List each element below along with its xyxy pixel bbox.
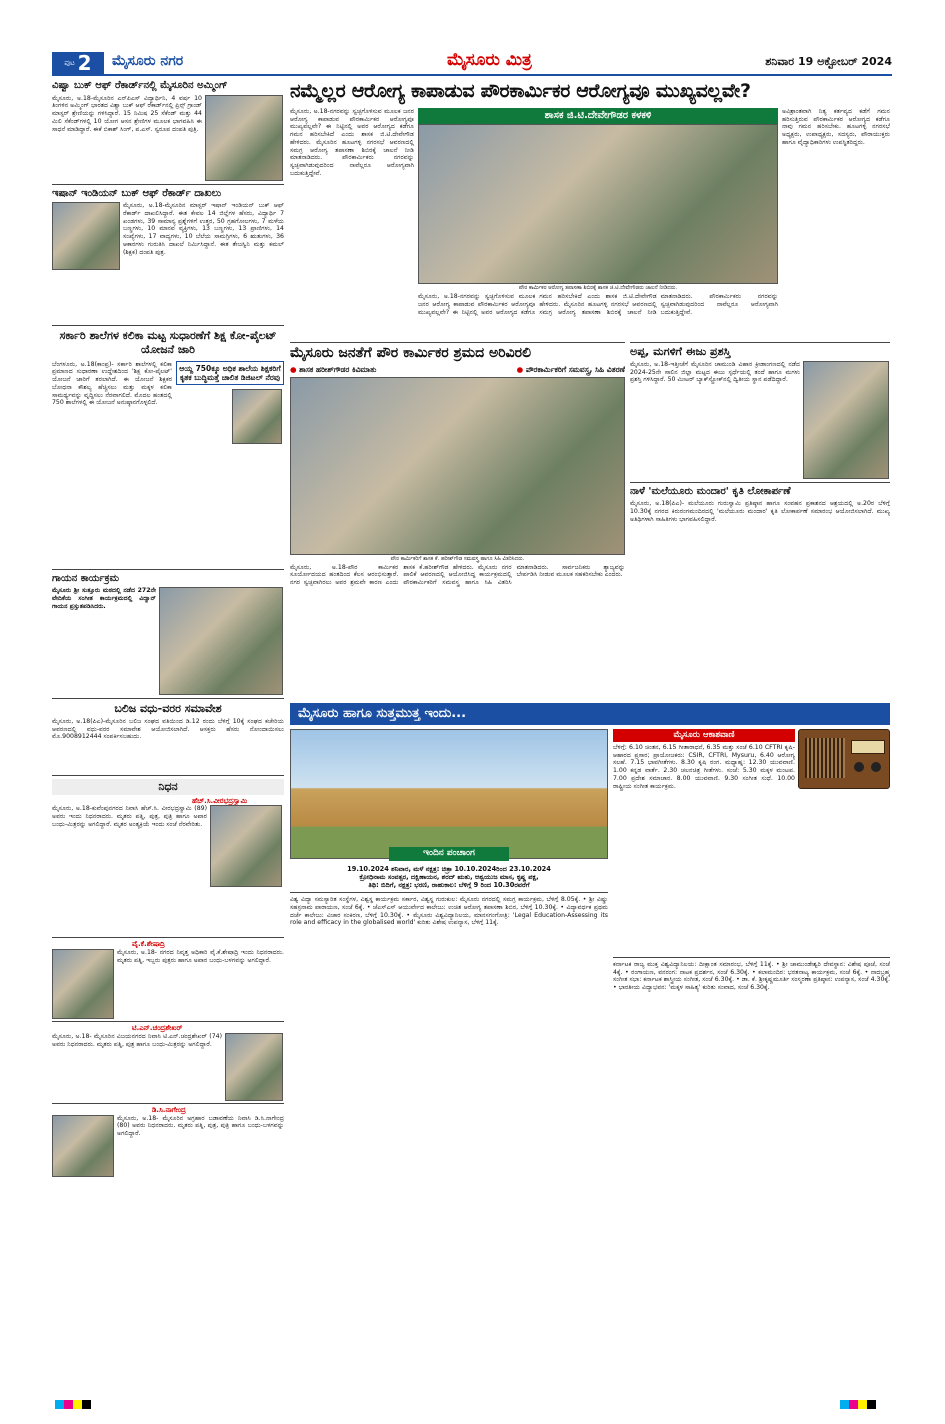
article-shiksha-copilot: ಬೆಂಗಳೂರು, ಅ.18(ಕಾಂಪ್ರ)- ಸರ್ಕಾರಿ ಶಾಲೆಗಳಲ್ಲಿ ಕಲಿಕಾ ಪ್ರಮಾಣದ ಸುಧಾರಣಾ ಉದ್ದೇಶದಿಂದ 'ಶಿಕ್ಷ ಕೋ-ಪೈಲಟ್' ಯೋಜನೆ ಜಾರಿಗೆ ತರಲಾಗಿದೆ. ಈ ಯೋಜನೆ ಶಿಕ್ಷಕರ ಬೋಧನಾ ಕೌಶಲ್ಯ ಹೆಚ್ಚಿಸಲು ಮತ್ತು ಮಕ್ಕಳ ಕಲಿಕಾ ಸಾಮರ್ಥ್ಯವನ್ನು ವೃದ್ಧಿಸಲು ನೆರವಾಗಲಿದೆ. ಮೊದಲ ಹಂತದಲ್ಲಿ 750 ಶಾಲೆಗಳಲ್ಲಿ ಈ ಯೋಜನೆ ಅನುಷ್ಠಾನಗೊಳ್ಳಲಿದೆ. bbox=[52, 360, 172, 407]
second-subhead-2: ● ಪೌರಕಾರ್ಮಿಕರಿಗೆ ಸಮವಸ್ತ್ರ, ಸಿಹಿ ವಿತರಣೆ bbox=[516, 364, 625, 374]
print-color-bar-right bbox=[840, 1400, 876, 1409]
photo-swimmers bbox=[803, 361, 889, 479]
page-number-box bbox=[52, 52, 104, 74]
issue-date: ಶನಿವಾರ 19 ಅಕ್ಟೋಬರ್ 2024 bbox=[765, 55, 892, 68]
photo-obit-1 bbox=[210, 805, 282, 887]
paper-name: ಮೈಸೂರು ಮಿತ್ರ bbox=[447, 50, 532, 70]
headline-gayana: ಗಾಯನ ಕಾರ್ಯಕ್ರಮ bbox=[52, 572, 120, 584]
second-subhead-1: ● ಶಾಸಕ ಹರೀಶ್‌ಗೌಡರ ಕಿವಿಮಾತು bbox=[290, 364, 377, 374]
photo-ishan bbox=[52, 202, 120, 270]
section-title: ಮೈಸೂರು ನಗರ bbox=[112, 53, 184, 69]
radio-icon bbox=[798, 729, 890, 789]
photo-obit-2 bbox=[52, 949, 114, 1019]
photo-minister bbox=[232, 389, 282, 444]
photo-music-concert bbox=[159, 587, 283, 695]
article-balija: ಮೈಸೂರು, ಅ.18(ಪಿಎ)-ಮೈಸೂರಿನ ಬಲಿಜ ಸಂಘದ ವತಿಯಿಂದ ಡಿ.12 ರಂದು ಬೆಳಿಗ್ಗೆ 10ಕ್ಕೆ ಸಂಘದ ಕಚೇರಿಯ ಆವರಣದಲ್ಲಿ ವಧು-ವರರ ಸಮಾವೇಶ ಆಯೋಜಿಸಲಾಗಿದೆ. ಆಸಕ್ತರು ಹೆಸರು ನೋಂದಾಯಿಸಲು ಮೊ.9008912444 ಸಂಪರ್ಕಿಸಬಹುದು. bbox=[52, 717, 284, 741]
lead-caption: ಪೌರ ಕಾರ್ಮಿಕರ ಆರೋಗ್ಯ ತಪಾಸಣಾ ಶಿಬಿರಕ್ಕೆ ಶಾಸಕ ಜಿ.ಟಿ.ದೇವೇಗೌಡರು ಚಾಲನೆ ನೀಡಿದರು. bbox=[518, 285, 678, 292]
today-section bbox=[290, 703, 890, 1383]
subhead-ai-support: ಆಯ್ದ 750ಕ್ಕೂ ಅಧಿಕ ಶಾಲೆಯ ಶಿಕ್ಷಕರಿಗೆ ಕೃತಕ ಬುದ್ಧಿಮತ್ತೆ ಚಾಲಿತ ಡಿಜಿಟಲ್ ನೆರವು bbox=[176, 361, 284, 386]
page-number: 2 bbox=[77, 50, 92, 75]
article-book-release: ಮೈಸೂರು, ಅ.18(ಪಿಎ)- ಮಲೆಯೂರು ಗುರುಸ್ವಾಮಿ ಪ್ರತಿಷ್ಠಾನ ಹಾಗೂ ಸಂವಹನ ಪ್ರಕಾಶನದ ಆಶ್ರಯದಲ್ಲಿ ಅ.20ರ ಬೆಳಿಗ್ಗೆ 10.30ಕ್ಕೆ ನಗರದ ಕಿರುರಂಗಮಂದಿರದಲ್ಲಿ 'ಮಲೆಯೂರು ಮಂದಾರ' ಕೃತಿ ಲೋಕಾರ್ಪಣೆ ಸಮಾರಂಭ ಆಯೋಜಿಸಲಾಗಿದೆ. ಮುಖ್ಯ ಅತಿಥಿಗಳಾಗಿ ಸಾಹಿತಿಗಳು ಭಾಗವಹಿಸಲಿದ್ದಾರೆ. bbox=[630, 500, 890, 523]
lead-headline: ನಮ್ಮೆಲ್ಲರ ಆರೋಗ್ಯ ಕಾಪಾಡುವ ಪೌರಕಾರ್ಮಿಕರ ಆರೋಗ್ಯವೂ ಮುಖ್ಯವಲ್ಲವೇ? bbox=[290, 80, 751, 102]
photo-health-camp bbox=[418, 124, 778, 284]
photo-child-yoga bbox=[205, 95, 283, 181]
headline-ishan-record: ಇಷಾನ್ ಇಂಡಿಯನ್ ಬುಕ್ ಆಫ್ ರೆಕಾರ್ಡ್ ದಾಖಲು bbox=[52, 187, 222, 199]
headline-swimming: ಅಪ್ಪ, ಮಗಳಿಗೆ ಈಜು ಪ್ರಶಸ್ತಿ bbox=[630, 345, 731, 358]
right-stories bbox=[630, 342, 890, 700]
headline-vishwa-record: ವಿಷ್ವಾ ಬುಕ್ ಆಫ್ ರೆಕಾರ್ಡ್‌ನಲ್ಲಿ ಮೈಸೂರಿನ ಅಮ್ಮಿಂಗ್ bbox=[52, 80, 228, 91]
headline-book-release: ನಾಳೆ 'ಮಲೆಯೂರು ಮಂದಾರ' ಕೃತಿ ಲೋಕಾರ್ಪಣೆ bbox=[630, 485, 791, 497]
headline-shiksha-copilot: ಸರ್ಕಾರಿ ಶಾಲೆಗಳ ಕಲಿಕಾ ಮಟ್ಟ ಸುಧಾರಣೆಗೆ ಶಿಕ್ಷ ಕೋ-ಪೈಲಟ್ ಯೋಜನೆ ಜಾರಿ bbox=[59, 329, 277, 357]
panchanga-line-3: ತಿಥಿ: ಬಿದಿಗೆ, ನಕ್ಷತ್ರ: ಭರಣಿ, ರಾಹುಕಾಲ: ಬೆಳಿಗ್ಗೆ 9 ರಿಂದ 10.30ರವರೆಗೆ bbox=[368, 880, 530, 889]
lead-story bbox=[290, 80, 890, 342]
panchanga-heading: ಇಂದಿನ ಪಂಚಾಂಗ bbox=[389, 847, 509, 860]
obit-body-2: ಮೈಸೂರು, ಅ.18- ನಗರದ ನಿವೃತ್ತ ಅಧಿಕಾರಿ ವೈ.ಕೆ.ಶೇಷಾದ್ರಿ ಇಂದು ನಿಧನರಾದರು. ಮೃತರು ಪತ್ನಿ, ಇಬ್ಬರು ಪುತ್ರರು ಹಾಗೂ ಅಪಾರ ಬಂಧು-ಬಳಗವನ್ನು ಅಗಲಿದ್ದಾರೆ. bbox=[117, 949, 284, 964]
lead-body-right: ಅವಿಶ್ರಾಂತವಾಗಿ ನಿತ್ಯ ಕರ್ತವ್ಯದ ಕಡೆಗೆ ಗಮನ ಹರಿಸುತ್ತಿರುವ ಪೌರಕಾರ್ಮಿಕರ ಆರೋಗ್ಯದ ಕಡೆಗೂ ನಾವು ಗಮನ ಹರಿಸಬೇಕು. ಹೂಟಗಳ್ಳಿ ನಗರಸಭೆ ಅಧ್ಯಕ್ಷರು, ಉಪಾಧ್ಯಕ್ಷರು, ಸದಸ್ಯರು, ಪೌರಾಯುಕ್ತರು ಹಾಗೂ ವೈದ್ಯಾಧಿಕಾರಿಗಳು ಉಪಸ್ಥಿತರಿದ್ದರು. bbox=[782, 107, 890, 146]
second-caption: ಪೌರ ಕಾರ್ಮಿಕರಿಗೆ ಶಾಸಕ ಕೆ. ಹರೀಶ್‌ಗೌಡ ಸಮವಸ್ತ್ರ ಹಾಗೂ ಸಿಹಿ ವಿತರಿಸಿದರು. bbox=[390, 555, 525, 562]
photo-uniform-distribution bbox=[290, 377, 625, 555]
masthead bbox=[52, 50, 892, 76]
headline-balija-vadhu-vara: ಬಲಿಜ ವಧು-ವರರ ಸಮಾವೇಶ bbox=[114, 702, 222, 716]
second-story bbox=[290, 342, 625, 700]
obit-name-2: ವೈ.ಕೆ.ಶೇಷಾದ್ರಿ bbox=[132, 940, 165, 949]
second-body: ಮೈಸೂರು, ಅ.18-ಪೌರ ಕಾರ್ಮಿಕರ ಸೂರ್ಯೋದಯದ ಹಂತದಿಂದ ಕೆಲಸ ಆರಂಭಿಸುತ್ತಾರೆ. ನಗರ ಸ್ವಚ್ಛವಾಗಿರಲು ಅವರ ಶ್ರಮವೇ ಕಾರಣ ಎಂದು ಶಾಸಕ ಕೆ.ಹರೀಶ್‌ಗೌಡ ಹೇಳಿದರು. ಮೈಸೂರು ನಗರ ಪಾಲಿಕೆ ಆವರಣದಲ್ಲಿ ಆಯೋಜಿಸಿದ್ದ ಕಾರ್ಯಕ್ರಮದಲ್ಲಿ ಪೌರಕಾರ್ಮಿಕರಿಗೆ ಸಮವಸ್ತ್ರ ಹಾಗೂ ಸಿಹಿ ವಿತರಿಸಿ ಮಾತನಾಡಿದರು. ಸಾರ್ವಜನಿಕರು ತ್ಯಾಜ್ಯವನ್ನು ಬೇರ್ಪಡಿಸಿ ನೀಡುವ ಮೂಲಕ ಸಹಕರಿಸಬೇಕು ಎಂದರು. bbox=[290, 563, 625, 587]
radio-heading: ಮೈಸೂರು ಆಕಾಶವಾಣಿ bbox=[613, 729, 795, 742]
article-swimming: ಮೈಸೂರು, ಅ.18-ಇತ್ತೀಚೆಗೆ ಮೈಸೂರಿನ ಚಾಮುಂಡಿ ವಿಹಾರ ಕ್ರೀಡಾಂಗಣದಲ್ಲಿ ನಡೆದ 2024-25ನೇ ಸಾಲಿನ ಜಿಲ್ಲಾ ಮಟ್ಟದ ಈಜು ಸ್ಪರ್ಧೆಯಲ್ಲಿ ತಂದೆ ಹಾಗೂ ಮಗಳು ಪ್ರಶಸ್ತಿ ಗಳಿಸಿದ್ದಾರೆ. 50 ಮೀಟರ್ ಬ್ಯಾಕ್‌ಸ್ಟ್ರೋಕ್‌ನಲ್ಲಿ ದ್ವಿತೀಯ ಸ್ಥಾನ ಪಡೆದಿದ್ದಾರೆ. bbox=[630, 360, 800, 384]
article-vishwa-record: ಮೈಸೂರು, ಅ.18-ಮೈಸೂರಿನ ಎನ್‌ಪಿಎಸ್ ವಿದ್ಯಾರ್ಥಿನಿ, 4 ವರ್ಷ 10 ತಿಂಗಳಿನ ಅಮ್ಮಿಂಗ್ ಭಾರತದ ವಿಶ್ವಾ ಬುಕ್ ಆಫ್ ರೆಕಾರ್ಡ್‌ನಲ್ಲಿ ಪ್ರಿನ್ಸ್ ಗ್ರಾಂಡ್ ಮಾಸ್ಟರ್ ಶ್ರೇಣಿಯನ್ನು ಗಳಿಸಿದ್ದಾರೆ. 15 ನಿಮಿಷ 25 ಸೆಕೆಂಡ್ ಮತ್ತು 44 ಮಿಲಿ ಸೆಕೆಂಡ್‌ಗಳಲ್ಲಿ 10 ಯೋಗ ಆಸನ ಶ್ರೇಣಿಗಳ ಮೂಲಕ ಭಾಗವಹಿಸಿ ಈ ಸಾಧನೆ ಮಾಡಿದ್ದಾರೆ. ಈಕೆ ಬಿಕಾಶ್ ಸಿಂಗ್, ಪ.ಎಸ್. ಸ್ವರೂಪ ದಂಪತಿ ಪುತ್ರಿ. bbox=[52, 94, 202, 133]
photo-mysore-palace bbox=[290, 729, 608, 859]
obituary-heading: ನಿಧನ bbox=[52, 779, 284, 795]
right-events-list: ಕರ್ನಾಟಕ ರಾಜ್ಯ ಮುಕ್ತ ವಿಶ್ವವಿದ್ಯಾನಿಲಯ: ದೀಕ್ಷಾಂತ ಸಮಾರಂಭ, ಬೆಳಿಗ್ಗೆ 11ಕ್ಕೆ. • ಶ್ರೀ ಚಾಮುಂಡೇಶ್ವರಿ ದೇವಸ್ಥಾನ: ವಿಶೇಷ ಪೂಜೆ, ಸಂಜೆ 4ಕ್ಕೆ. • ರಂಗಾಯಣ, ವನರಂಗ: ನಾಟಕ ಪ್ರದರ್ಶನ, ಸಂಜೆ 6.30ಕ್ಕೆ. • ಕಲಾಮಂದಿರ: ಭರತನಾಟ್ಯ ಕಾರ್ಯಕ್ರಮ, ಸಂಜೆ 6ಕ್ಕೆ. • ನಾದಬ್ರಹ್ಮ ಸಂಗೀತ ಸಭಾ: ಕರ್ನಾಟಕ ಶಾಸ್ತ್ರೀಯ ಸಂಗೀತ, ಸಂಜೆ 6.30ಕ್ಕೆ. • ಡಾ. ಕೆ. ಶ್ರೀಕೃಷ್ಣಮೂರ್ತಿ ಸಂಸ್ಮರಣಾ ಪ್ರತಿಷ್ಠಾನ: ಉಪನ್ಯಾಸ, ಸಂಜೆ 4.30ಕ್ಕೆ. • ಭಾರತೀಯ ವಿದ್ಯಾಭವನ: 'ಮಕ್ಕಳ ಸಾಹಿತ್ಯ' ಕುರಿತು ಸಂವಾದ, ಸಂಜೆ 6.30ಕ್ಕೆ. bbox=[613, 960, 890, 992]
second-headline: ಮೈಸೂರು ಜನತೆಗೆ ಪೌರ ಕಾರ್ಮಿಕರ ಶ್ರಮದ ಅರಿವಿರಲಿ bbox=[290, 345, 531, 361]
lead-body-continued: ಮೈಸೂರು, ಅ.18-ನಗರವನ್ನು ಸ್ವಚ್ಛಗೊಳಿಸುವ ಮೂಲಕ ಜನರ ಆರೋಗ್ಯ ಕಾಪಾಡುವ ಪೌರಕಾರ್ಮಿಕರ ಆರೋಗ್ಯವೂ ಮುಖ್ಯವಲ್ಲವೇ? ಈ ನಿಟ್ಟಿನಲ್ಲಿ ಅವರ ಆರೋಗ್ಯದ ಕಡೆಗೂ ಗಮನ ಹರಿಸಬೇಕಿದೆ ಎಂದು ಶಾಸಕ ಜಿ.ಟಿ.ದೇವೇಗೌಡ ಹೇಳಿದರು. ಮೈಸೂರಿನ ಹೂಟಗಳ್ಳಿ ನಗರಸಭೆ ಆವರಣದಲ್ಲಿ ಸಮಗ್ರ ಆರೋಗ್ಯ ತಪಾಸಣಾ ಶಿಬಿರಕ್ಕೆ ಚಾಲನೆ ನೀಡಿ ಮಾತನಾಡಿದರು. ಪೌರಕಾರ್ಮಿಕರು ನಗರವನ್ನು ಸ್ವಚ್ಛವಾಗಿಡುವುದರಿಂದ ನಾವೆಲ್ಲರೂ ಆರೋಗ್ಯವಾಗಿ ಬದುಕುತ್ತಿದ್ದೇವೆ. bbox=[418, 293, 778, 316]
lead-body-left: ಮೈಸೂರು, ಅ.18-ನಗರವನ್ನು ಸ್ವಚ್ಛಗೊಳಿಸುವ ಮೂಲಕ ಜನರ ಆರೋಗ್ಯ ಕಾಪಾಡುವ ಪೌರಕಾರ್ಮಿಕರ ಆರೋಗ್ಯವೂ ಮುಖ್ಯವಲ್ಲವೇ? ಈ ನಿಟ್ಟಿನಲ್ಲಿ ಅವರ ಆರೋಗ್ಯದ ಕಡೆಗೂ ಗಮನ ಹರಿಸಬೇಕಿದೆ ಎಂದು ಶಾಸಕ ಜಿ.ಟಿ.ದೇವೇಗೌಡ ಹೇಳಿದರು. ಮೈಸೂರಿನ ಹೂಟಗಳ್ಳಿ ನಗರಸಭೆ ಆವರಣದಲ್ಲಿ ಸಮಗ್ರ ಆರೋಗ್ಯ ತಪಾಸಣಾ ಶಿಬಿರಕ್ಕೆ ಚಾಲನೆ ನೀಡಿ ಮಾತನಾಡಿದರು. ಪೌರಕಾರ್ಮಿಕರು ನಗರವನ್ನು ಸ್ವಚ್ಛವಾಗಿಡುವುದರಿಂದ ನಾವೆಲ್ಲರೂ ಆರೋಗ್ಯವಾಗಿ ಬದುಕುತ್ತಿದ್ದೇವೆ. bbox=[290, 107, 414, 177]
obit-name-3: ಟಿ.ಎನ್.ಚಂದ್ರಶೇಖರ್ bbox=[132, 1024, 183, 1033]
photo-obit-3 bbox=[225, 1033, 283, 1101]
obit-name-1: ಹೆಚ್.ಸಿ.ವೀರಭದ್ರಸ್ವಾಮಿ bbox=[192, 796, 248, 805]
article-ishan-record: ಮೈಸೂರು, ಅ.18-ಮೈಸೂರಿನ ಮಾಸ್ಟರ್ ಇಷಾನ್ ಇಂಡಿಯನ್ ಬುಕ್ ಆಫ್ ರೆಕಾರ್ಡ್ ದಾಖಲಿಸಿದ್ದಾರೆ. ಈತ ಕೇವಲ 14 ಜಿಲ್ಲೆಗಳ ಹೆಸರು, ವಿದ್ಯಾರ್ಥಿ 7 ಖಂಡಗಳು, 39 ಸಾಮಾನ್ಯ ಪ್ರಶ್ನೆಗಳಿಗೆ ಉತ್ತರ, 50 ಗ್ರಹಗೋಲಗಳು, 7 ಮಳೆಯ ಬಣ್ಣಗಳು, 10 ಮಾನವ ವ್ಯಕ್ತಿಗಳು, 13 ಬಣ್ಣಗಳು, 13 ಪ್ರಾಣಿಗಳು, 14 ಸಂಖ್ಯೆಗಳು, 17 ವಾದ್ಯಗಳು, 10 ಬೆಲೆಯ ಸಾಮಗ್ರಿಗಳು, 6 ಋತುಗಳು, 36 ಆಕಾರಗಳು ಗುರುತಿಸಿ ದಾಖಲೆ ನಿರ್ಮಿಸಿದ್ದಾನೆ. ಈತ ತೇಜಸ್ವಿನಿ ಮತ್ತು ಕಮಲ್ (ಶಿಕ್ಷಕ) ದಂಪತಿ ಪುತ್ರ. bbox=[123, 202, 284, 256]
obit-body-1: ಮೈಸೂರು, ಅ.18-ಕುವೆಂಪುನಗರದ ನಿವಾಸಿ ಹೆಚ್.ಸಿ. ವೀರಭದ್ರಸ್ವಾಮಿ (89) ಅವರು ಇಂದು ನಿಧನರಾದರು. ಮೃತರು ಪತ್ನಿ, ಪುತ್ರ, ಪುತ್ರಿ ಹಾಗೂ ಅಪಾರ ಬಂಧು-ಮಿತ್ರರನ್ನು ಅಗಲಿದ್ದಾರೆ. ಮೃತರ ಅಂತ್ಯಕ್ರಿಯೆ ಇಂದು ಸಂಜೆ ನೆರವೇರಿತು. bbox=[52, 805, 207, 828]
obit-body-4: ಮೈಸೂರು, ಅ.18- ಮೈಸೂರಿನ ಅಗ್ರಹಾರ ಬಡಾವಣೆಯ ನಿವಾಸಿ ಡಿ.ಸಿ.ನಾಗೇಂದ್ರ (80) ಅವರು ನಿಧನರಾದರು. ಮೃತರು ಪತ್ನಿ, ಪುತ್ರ, ಪುತ್ರಿ ಹಾಗೂ ಬಂಧು-ಬಳಗವನ್ನು ಅಗಲಿದ್ದಾರೆ. bbox=[117, 1114, 284, 1138]
article-gayana: ಮೈಸೂರು ಶ್ರೀ ಸುತ್ತೂರು ಮಠದಲ್ಲಿ ನಡೆದ 272ನೇ ವೇದಿಕೆಯ ಸಂಗೀತ ಕಾರ್ಯಕ್ರಮದಲ್ಲಿ ವಿದ್ವಾನ್ ಗಾಯನ ಪ್ರಸ್ತುತಪಡಿಸಿದರು. bbox=[52, 587, 156, 610]
lead-banner: ಶಾಸಕ ಜಿ.ಟಿ.ದೇವೇಗೌಡರ ಕಳಕಳಿ bbox=[418, 108, 778, 125]
obit-body-3: ಮೈಸೂರು, ಅ.18- ಮೈಸೂರಿನ ವಿಜಯನಗರದ ನಿವಾಸಿ ಟಿ.ಎನ್.ಚಂದ್ರಶೇಖರ್ (74) ಅವರು ನಿಧನರಾದರು. ಮೃತರು ಪತ್ನಿ, ಪುತ್ರ ಹಾಗೂ ಬಂಧು-ಮಿತ್ರರನ್ನು ಅಗಲಿದ್ದಾರೆ. bbox=[52, 1032, 222, 1048]
print-color-bar-left bbox=[55, 1400, 91, 1409]
today-banner: ಮೈಸೂರು ಹಾಗೂ ಸುತ್ತಮುತ್ತ ಇಂದು... bbox=[290, 703, 890, 725]
page-label: ಪುಟ bbox=[64, 58, 75, 67]
panchanga-line-1: 19.10.2024 ಶನಿವಾರ, ಮಳೆ ನಕ್ಷತ್ರ: ಚಿತ್ರಾ 10.10.2024ರಿಂದ 23.10.2024 bbox=[347, 864, 551, 873]
panchanga-line-2: ಕ್ರೋಧಿನಾಮ ಸಂವತ್ಸರ, ದಕ್ಷಿಣಾಯನ, ಶರದ್ ಋತು, ಆಶ್ವಯುಜ ಮಾಸ, ಕೃಷ್ಣ ಪಕ್ಷ, bbox=[359, 872, 539, 881]
left-column bbox=[52, 80, 284, 1380]
radio-schedule: ಬೆಳಿಗ್ಗೆ: 6.10 ಚಿಂತನ, 6.15 ಗೀತಾರಾಧನೆ, 6.35 ಮತ್ತು ಸಂಜೆ 6.10 CFTRI ಕೃಷಿ- ಆಹಾರದ ಪ್ರಸಾರ; ಪ್ರಾಯೋಜಕರು: CSIR, CFTRI, Mysuru, 6.40 ಆರೋಗ್ಯ ಸಲಹೆ. 7.15 ಭಾವಗೀತೆಗಳು. 8.30 ಕೃಷಿ ರಂಗ. ಮಧ್ಯಾಹ್ನ: 12.30 ಯುವವಾಣಿ. 1.00 ಕನ್ನಡ ವಾರ್ತೆ. 2.30 ಚಲನಚಿತ್ರ ಗೀತೆಗಳು. ಸಂಜೆ: 5.30 ಮಕ್ಕಳ ಮಂಟಪ. 7.00 ಪ್ರದೇಶ ಸಮಾಚಾರ. 8.00 ಯುವವಾಣಿ. 9.30 ಸಂಗೀತ ಸುಧೆ. 10.00 ರಾಷ್ಟ್ರೀಯ ಸಂಗೀತ ಕಾರ್ಯಕ್ರಮ. bbox=[613, 743, 795, 790]
today-events-list: ವಿಶ್ವ ವಿದ್ಯಾ ಸಮಸ್ಯಾರಿತ ಸಂಸ್ಥೆಗಳ, ವಿಶ್ವಸ್ಥ ಕಾರ್ಯಕ್ರಮ ಸರ್ಕಾರ, ವಿಶ್ವಸ್ಥ ಗುರುಕುಲ: ಮೈಸೂರು ನಗರದಲ್ಲಿ ಸಮಗ್ರ ಕಾರ್ಯಕ್ರಮ, ಬೆಳಿಗ್ಗೆ 8.05ಕ್ಕೆ. • ಶ್ರೀ ವಿಷ್ಣು ಸಹಸ್ರನಾಮ ಪಾರಾಯಣ, ಸಂಜೆ 6ಕ್ಕೆ. • ಜೆಎಸ್‌ಎಸ್ ಆಯುರ್ವೇದ ಕಾಲೇಜು: ಉಚಿತ ಆರೋಗ್ಯ ತಪಾಸಣಾ ಶಿಬಿರ, ಬೆಳಿಗ್ಗೆ 10.30ಕ್ಕೆ. • ವಿದ್ಯಾವರ್ಧಕ ಪ್ರಥಮ ದರ್ಜೆ ಕಾಲೇಜು: ವಿಚಾರ ಸಂಕಿರಣ, ಬೆಳಿಗ್ಗೆ 10.30ಕ್ಕೆ. • ಮೈಸೂರು ವಿಶ್ವವಿದ್ಯಾನಿಲಯ, ಮಾನಸಗಂಗೋತ್ರಿ: 'Legal Education-Assessing its role and efficacy in the globalised world' ಕುರಿತು ವಿಶೇಷ ಉಪನ್ಯಾಸ, ಬೆಳಿಗ್ಗೆ 11ಕ್ಕೆ. bbox=[290, 896, 608, 927]
photo-obit-4 bbox=[52, 1115, 114, 1177]
obit-name-4: ಡಿ.ಸಿ.ನಾಗೇಂದ್ರ bbox=[152, 1105, 186, 1114]
